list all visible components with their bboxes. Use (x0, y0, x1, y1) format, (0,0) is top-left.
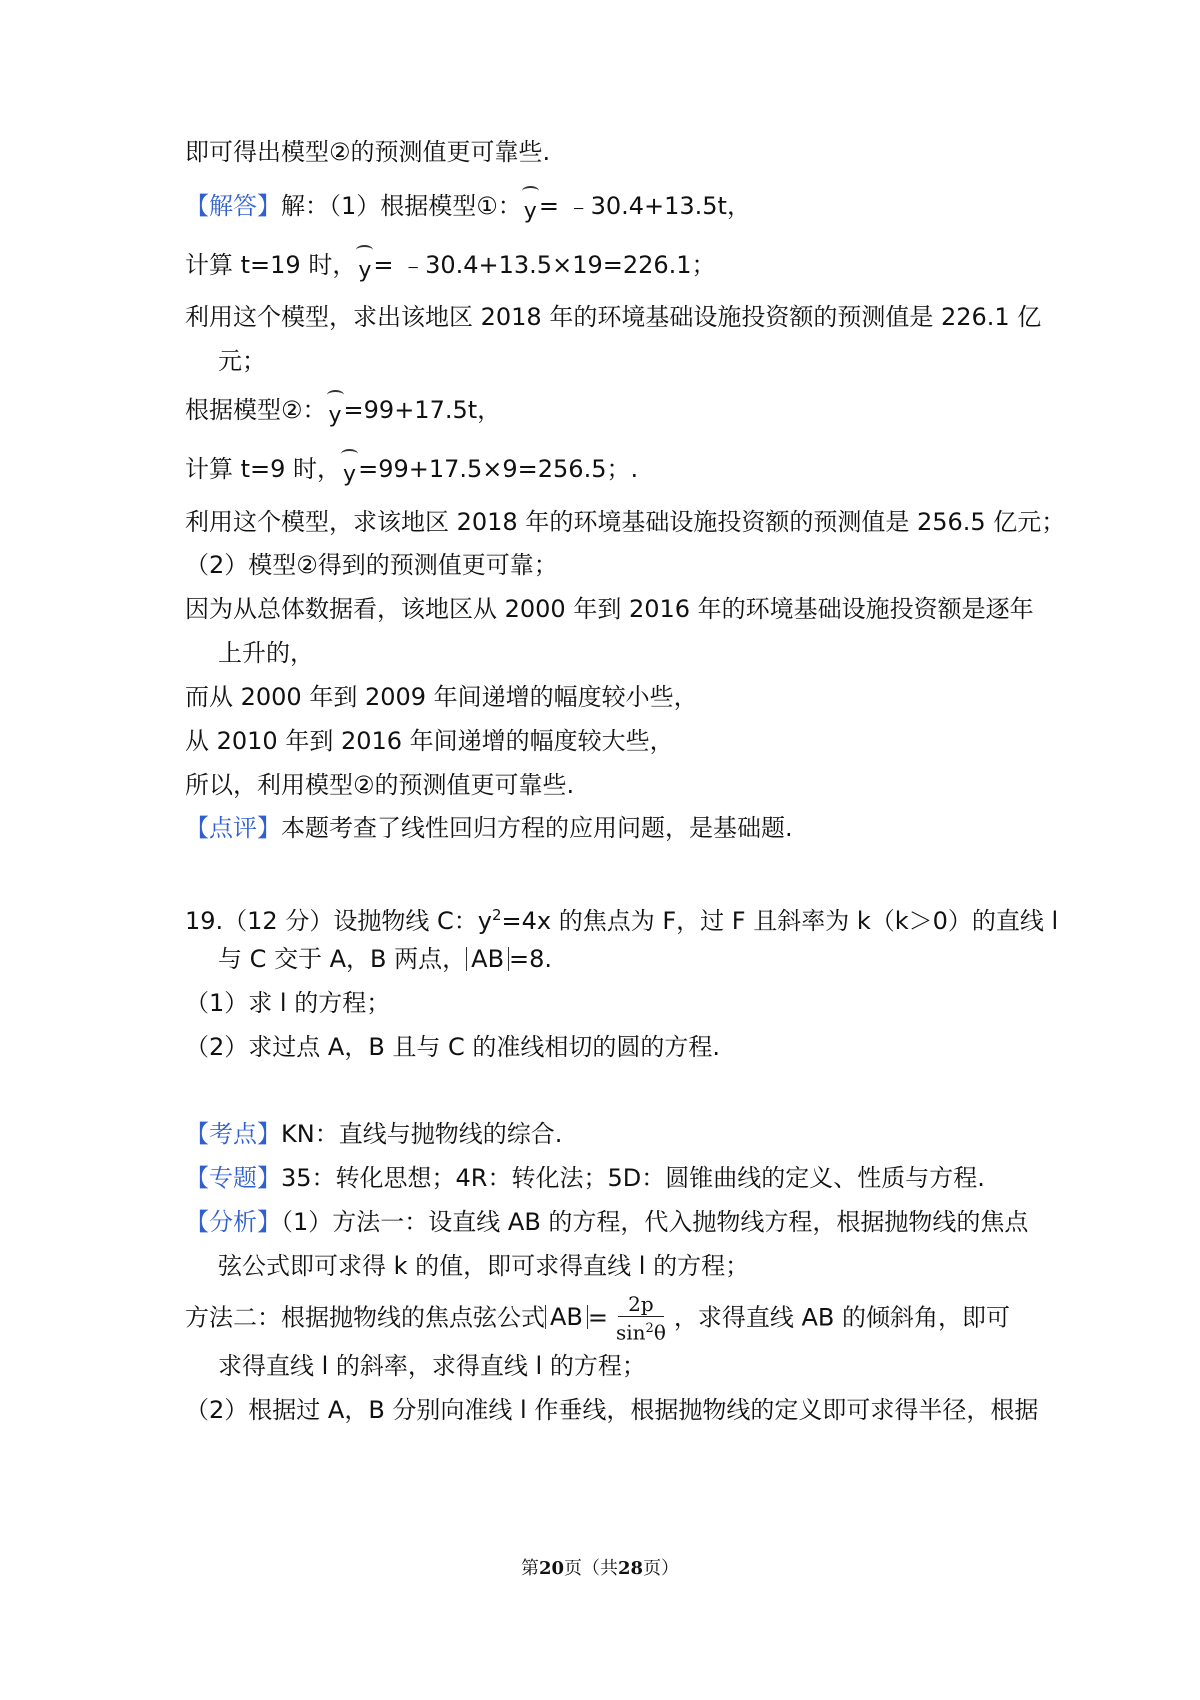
comment-line (185, 811, 793, 845)
text-segment: 本题考查了线性回归方程的应用问题，是基础题. (281, 814, 793, 842)
text-segment: 计算 t=19 时， (185, 251, 357, 279)
text-segment: =8. (509, 945, 553, 973)
answer-line (185, 189, 751, 229)
y-hat-symbol: y (356, 254, 373, 288)
kaodian-line (185, 1117, 562, 1151)
text-line: 求得直线 l 的斜率，求得直线 l 的方程； (218, 1352, 646, 1380)
y-hat-symbol: y (341, 458, 358, 492)
text-line: （2）根据过 A，B 分别向准线 l 作垂线，根据抛物线的定义即可求得半径，根据 (185, 1396, 1039, 1424)
text-segment: 计算 t=9 时， (185, 455, 342, 483)
text-line: 利用这个模型，求出该地区 2018 年的环境基础设施投资额的预测值是 226.1 亿 (185, 303, 1042, 331)
text-line: 弦公式即可求得 k 的值，即可求得直线 l 的方程； (218, 1252, 750, 1280)
text-segment: 解：（1）根据模型①： (281, 192, 522, 220)
text-segment: 方法二：根据抛物线的焦点弦公式 (185, 1303, 545, 1332)
question-19-line (185, 898, 1058, 938)
abs-value: AB (466, 947, 509, 971)
text-line (185, 393, 501, 433)
text-segment: 根据模型②： (185, 396, 327, 424)
text-segment: =4x 的焦点为 F，过 F 且斜率为 k（k＞0）的直线 l (501, 907, 1059, 935)
comment-tag: 【点评】 (185, 814, 281, 842)
text-line: （1）求 l 的方程； (185, 989, 391, 1017)
text-segment: 与 C 交于 A，B 两点， (218, 945, 467, 973)
text-segment: = ﹣30.4+13.5t， (538, 192, 751, 220)
answer-tag: 【解答】 (185, 192, 281, 220)
fraction-denominator (612, 1317, 670, 1345)
page-footer (0, 1554, 1200, 1580)
footer-post: 页） (643, 1558, 680, 1579)
text-line: 所以，利用模型②的预测值更可靠些. (185, 771, 575, 799)
text-segment: =99+17.5×9=256.5；. (358, 455, 639, 483)
text-segment: = (587, 1303, 608, 1332)
y-hat-symbol: y (327, 399, 344, 433)
den-sin: sin (616, 1320, 646, 1345)
text-line (185, 248, 716, 288)
footer-pre: 第 (520, 1558, 539, 1579)
superscript: 2 (491, 906, 502, 924)
fenxi-tag: 【分析】 (185, 1208, 281, 1236)
text-segment: ，求得直线 AB 的倾斜角，即可 (673, 1303, 1011, 1332)
den-theta: θ (653, 1320, 666, 1345)
text-line (185, 1292, 1010, 1345)
fenxi-line (185, 1205, 1028, 1239)
text-segment: = ﹣30.4+13.5×19=226.1； (373, 251, 716, 279)
text-segment: KN：直线与抛物线的综合. (281, 1120, 563, 1148)
zhuanti-line (185, 1161, 985, 1195)
focal-chord-fraction (612, 1292, 670, 1345)
zhuanti-tag: 【专题】 (185, 1164, 281, 1192)
text-segment: 19.（12 分）设抛物线 C：y (185, 907, 492, 935)
text-line (218, 942, 552, 976)
text-line: 而从 2000 年到 2009 年间递增的幅度较小些， (185, 683, 698, 711)
text-line: 利用这个模型，求该地区 2018 年的环境基础设施投资额的预测值是 256.5 亿元； (185, 508, 1066, 536)
text-segment: 35：转化思想；4R：转化法；5D：圆锥曲线的定义、性质与方程. (281, 1164, 985, 1192)
abs-value: AB (545, 1305, 588, 1329)
fraction-numerator: 2p (618, 1292, 664, 1317)
kaodian-tag: 【考点】 (185, 1120, 281, 1148)
footer-mid: 页（共 (564, 1558, 618, 1579)
y-hat-symbol: y (522, 195, 539, 229)
text-line: （2）模型②得到的预测值更可靠； (185, 551, 558, 579)
text-line: （2）求过点 A，B 且与 C 的准线相切的圆的方程. (185, 1033, 721, 1061)
text-line: 从 2010 年到 2016 年间递增的幅度较大些， (185, 727, 674, 755)
text-line: 元； (218, 347, 266, 375)
text-line: 上升的， (218, 639, 314, 667)
text-segment: （1）方法一：设直线 AB 的方程，代入抛物线方程，根据抛物线的焦点 (281, 1208, 1029, 1236)
text-line (185, 452, 638, 492)
text-segment: =99+17.5t， (343, 396, 502, 424)
text-line: 因为从总体数据看，该地区从 2000 年到 2016 年的环境基础设施投资额是逐年 (185, 595, 1034, 623)
page-total: 28 (618, 1558, 644, 1579)
den-exponent: 2 (645, 1321, 654, 1336)
page-number: 20 (538, 1558, 564, 1579)
text-line: 即可得出模型②的预测值更可靠些. (185, 138, 551, 166)
